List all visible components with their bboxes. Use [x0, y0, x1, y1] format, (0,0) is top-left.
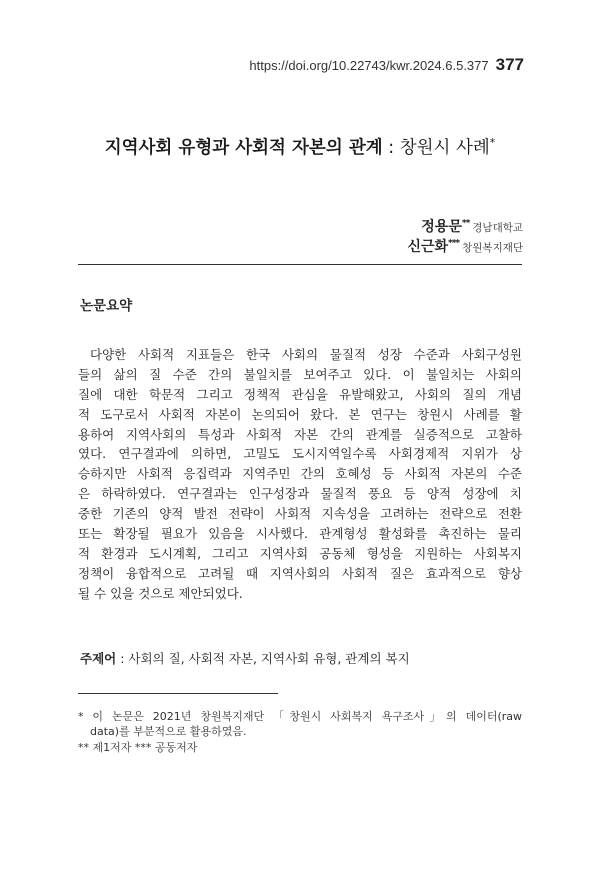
abstract-line: 다양한 사회적 지표들은 한국 사회의 물질적 성장 수준과 사회구성원	[90, 347, 522, 362]
abstract-line: 중한 기존의 양적 발전 전략이 사회적 지속성을 고려하는 전략으로 전환	[78, 506, 522, 522]
author-affiliation: 창원복지재단	[462, 242, 523, 254]
abstract-line: 또는 확장될 필요가 있음을 시사했다. 관계형성 활성화를 촉진하는 물리	[78, 526, 522, 542]
author-mark: **	[461, 218, 470, 229]
paper-title	[0, 132, 600, 159]
title-footnote-mark: *	[489, 136, 496, 149]
doi-link[interactable]: https://doi.org/10.22743/kwr.2024.6.5.377	[249, 58, 489, 73]
author-name: 정용문	[421, 219, 462, 235]
abstract-line: 될 수 있을 것으로 제안되었다.	[78, 585, 243, 601]
abstract-line: 용하여 지역사회의 특성과 사회적 자본 간의 관계를 실증적으로 고찰하	[78, 426, 522, 442]
author-affiliation: 경남대학교	[472, 222, 523, 234]
author-1	[421, 216, 523, 236]
abstract-line: 질에 대한 학문적 그리고 정책적 관심을 유발해왔고, 사회의 질의 개념	[78, 386, 522, 402]
abstract-line: 들의 삶의 질 수준 간의 불일치를 보여주고 있다. 이 불일치는 사회의	[78, 366, 522, 382]
abstract-line: 적 도구로서 사회적 자본이 논의되어 왔다. 본 연구는 창원시 사례를 활	[78, 406, 522, 422]
footnote-1-line-1: * 이 논문은 2021년 창원복지재단 「창원시 사회복지 욕구조사」의 데이터(raw	[78, 710, 522, 723]
abstract-heading: 논문요약	[80, 298, 133, 314]
title-subtitle: 창원시 사례	[399, 137, 490, 158]
title-separator: :	[382, 137, 400, 158]
abstract-line: 정책이 융합적으로 고려될 때 지역사회의 사회적 질은 효과적으로 향상	[78, 565, 522, 581]
author-name: 신근화	[407, 239, 449, 255]
title-main: 지역사회 유형과 사회적 자본의 관계	[104, 137, 383, 158]
keywords	[80, 649, 410, 667]
running-header	[249, 55, 524, 77]
abstract-line: 적 환경과 도시계획, 그리고 지역사회 공동체 형성을 지원하는 사회복지	[78, 545, 522, 561]
header-divider	[78, 264, 522, 265]
keywords-value: 사회의 질, 사회적 자본, 지역사회 유형, 관계의 복지	[128, 651, 410, 666]
abstract-line: 승하지만 사회적 응집력과 지역주민 간의 호혜성 등 사회적 자본의 수준	[78, 466, 522, 482]
footnote-1-line-2: data)를 부분적으로 활용하였음.	[90, 725, 247, 738]
footnote-2: ** 제1저자 *** 공동저자	[78, 741, 198, 754]
abstract-line: 였다. 연구결과에 의하면, 고밀도 도시지역일수록 사회경제적 지위가 상	[78, 446, 522, 462]
keywords-separator: :	[116, 651, 129, 666]
abstract-body	[78, 345, 522, 604]
footnote-1	[78, 709, 522, 739]
author-mark: ***	[448, 238, 460, 249]
page-number: 377	[495, 55, 524, 74]
author-2	[407, 236, 523, 256]
footnote-divider	[78, 693, 278, 694]
abstract-line: 은 하락하였다. 연구결과는 인구성장과 물질적 풍요 등 양적 성장에 치	[78, 486, 522, 502]
keywords-label: 주제어	[80, 651, 117, 666]
